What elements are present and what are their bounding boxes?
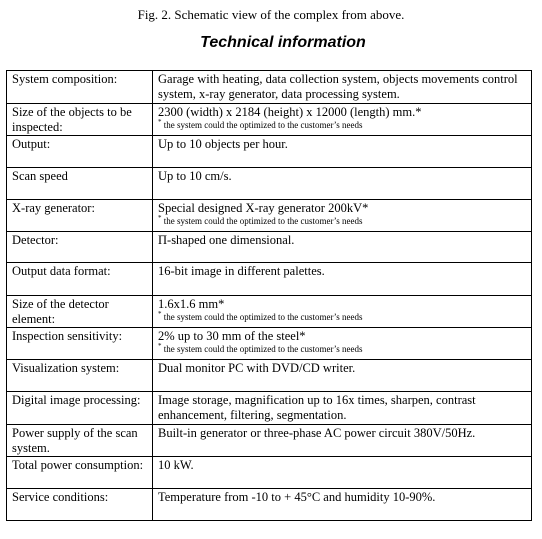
value-text: Π-shaped one dimensional.: [158, 233, 295, 247]
row-value: [153, 232, 532, 263]
row-value: [153, 136, 532, 168]
row-label: Size of the objects to be inspected:: [7, 104, 153, 136]
row-value: [153, 328, 532, 360]
figure-caption: Fig. 2. Schematic view of the complex from above.: [137, 7, 405, 22]
footnote: * the system could the optimized to the customer’s needs: [158, 214, 363, 226]
footnote-text: the system could the optimized to the customer’s needs: [163, 120, 363, 130]
row-label: X-ray generator:: [7, 200, 153, 232]
row-label: Visualization system:: [7, 360, 153, 392]
value-text: Built-in generator or three-phase AC power circuit 380V/50Hz.: [158, 426, 476, 440]
row-label: Digital image processing:: [7, 392, 153, 425]
row-value: [153, 296, 532, 328]
value-text: 2300 (width) x 2184 (height) x 12000 (length) mm.*: [158, 105, 422, 119]
row-value: [153, 263, 532, 296]
value-text: 16-bit image in different palettes.: [158, 264, 325, 278]
value-text: Up to 10 cm/s.: [158, 169, 232, 183]
table-row: [7, 232, 532, 263]
value-text: 1.6x1.6 mm*: [158, 297, 225, 311]
row-value: [153, 457, 532, 489]
value-text: Image storage, magnification up to 16x times, sharpen, contrast enhancement, filtering, segmentation.: [158, 393, 476, 422]
row-value: [153, 200, 532, 232]
table-row: [7, 168, 532, 200]
table-row: [7, 489, 532, 521]
row-value: [153, 168, 532, 200]
row-label: Total power consumption:: [7, 457, 153, 489]
value-text: Up to 10 objects per hour.: [158, 137, 288, 151]
row-value: [153, 489, 532, 521]
value-text: 10 kW.: [158, 458, 194, 472]
footnote: * the system could the optimized to the customer’s needs: [158, 310, 363, 322]
table-row: [7, 263, 532, 296]
table-row: [7, 104, 532, 136]
table-row: [7, 296, 532, 328]
table-row: [7, 392, 532, 425]
table-row: [7, 457, 532, 489]
row-label: Power supply of the scan system.: [7, 425, 153, 457]
footnote-text: the system could the optimized to the customer’s needs: [163, 216, 363, 226]
value-text: Garage with heating, data collection system, objects movements control system, x-ray generator, data processing system.: [158, 72, 518, 101]
footnote-text: the system could the optimized to the customer’s needs: [163, 312, 363, 322]
row-label: Output data format:: [7, 263, 153, 296]
row-value: [153, 104, 532, 136]
row-label: Detector:: [7, 232, 153, 263]
row-value: [153, 425, 532, 457]
row-label: Size of the detector element:: [7, 296, 153, 328]
table-row: [7, 71, 532, 104]
section-heading: Technical information: [200, 34, 366, 51]
row-label: Service conditions:: [7, 489, 153, 521]
row-value: [153, 360, 532, 392]
footnote: * the system could the optimized to the customer’s needs: [158, 342, 363, 354]
technical-info-table: [6, 70, 532, 521]
row-value: [153, 71, 532, 104]
footnote-text: the system could the optimized to the customer’s needs: [163, 344, 363, 354]
table-row: [7, 200, 532, 232]
row-label: Scan speed: [7, 168, 153, 200]
table-row: [7, 328, 532, 360]
value-text: Special designed X-ray generator 200kV*: [158, 201, 369, 215]
row-value: [153, 392, 532, 425]
row-label: Output:: [7, 136, 153, 168]
table-row: [7, 136, 532, 168]
value-text: Temperature from -10 to + 45°C and humidity 10-90%.: [158, 490, 436, 504]
table-row: [7, 360, 532, 392]
footnote: * the system could the optimized to the customer’s needs: [158, 118, 363, 130]
value-text: 2% up to 30 mm of the steel*: [158, 329, 306, 343]
row-label: System composition:: [7, 71, 153, 104]
table-row: [7, 425, 532, 457]
value-text: Dual monitor PC with DVD/CD writer.: [158, 361, 356, 375]
row-label: Inspection sensitivity:: [7, 328, 153, 360]
